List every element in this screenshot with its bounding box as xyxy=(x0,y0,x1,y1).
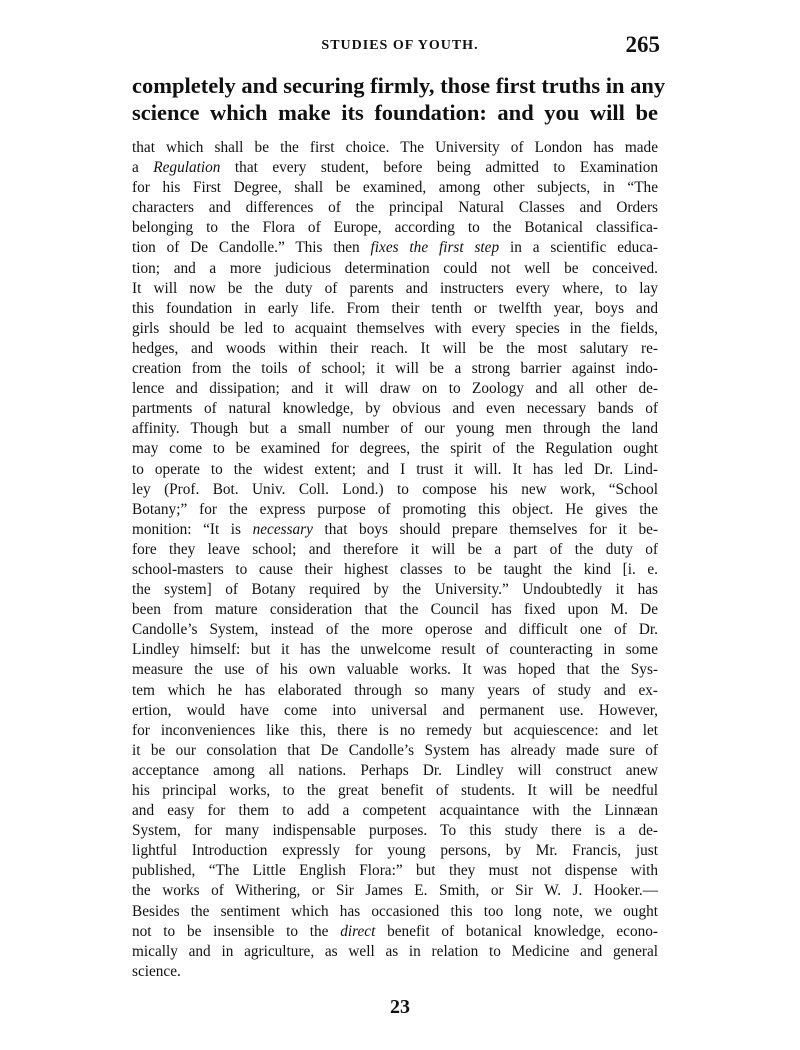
footnote-line: characters and differences of the principal Natural Classes and Orders xyxy=(132,199,658,217)
footnote-line: Besides the sentiment which has occasioned this too long note, we ought xyxy=(132,902,658,920)
footnote-line: System, for many indispensable purposes. To this study there is a de- xyxy=(132,822,658,840)
footnote-line: creation from the toils of school; it will be a strong barrier against indo- xyxy=(132,360,658,378)
footnote-line: monition: “It is necessary that boys should prepare themselves for it be- xyxy=(132,520,658,538)
footnote-line: mically and in agriculture, as well as in relation to Medicine and general xyxy=(132,942,658,960)
footnote-line: belonging to the Flora of Europe, according to the Botanical classifica- xyxy=(132,219,658,237)
footnote-line: the works of Withering, or Sir James E. Smith, or Sir W. J. Hooker.— xyxy=(132,882,658,900)
page-number: 265 xyxy=(625,32,660,57)
footnote-line: tion of De Candolle.” This then fixes the first step in a scientific educa- xyxy=(132,239,658,257)
running-head xyxy=(0,32,800,62)
footnote-line: measure the use of his own valuable works. It was hoped that the Sys- xyxy=(132,661,658,679)
footnote-line: Candolle’s System, instead of the more operose and difficult one of Dr. xyxy=(132,621,658,639)
footnote-line: fore they leave school; and therefore it will be a part of the duty of xyxy=(132,540,658,558)
footnote-line: may come to be examined for degrees, the spirit of the Regulation ought xyxy=(132,440,658,458)
footnote-line: lightful Introduction expressly for young persons, by Mr. Francis, just xyxy=(132,842,658,860)
body-text-line: completely and securing firmly, those first truths in any xyxy=(132,73,666,98)
footnote-line: tem which he has elaborated through so many years of study and ex- xyxy=(132,681,658,699)
footnote-line: Lindley himself: but it has the unwelcome result of counteracting in some xyxy=(132,641,658,659)
footnote-line: partments of natural knowledge, by obvious and even necessary bands of xyxy=(132,400,658,418)
footnote-line: published, “The Little English Flora:” but they must not dispense with xyxy=(132,862,658,880)
footnote-text xyxy=(132,138,658,982)
footnote-line: his principal works, to the great benefit of students. It will be needful xyxy=(132,782,658,799)
body-text-line: science which make its foundation: and you will be xyxy=(132,100,658,125)
footnote-line: to operate to the widest extent; and I trust it will. It has led Dr. Lind- xyxy=(132,460,658,478)
footnote-line: the system] of Botany required by the University.” Undoubtedly it has xyxy=(132,581,658,599)
footnote-line: hedges, and woods within their reach. It will be the most salutary re- xyxy=(132,339,658,357)
italic-phrase: fixes the first step xyxy=(370,239,500,257)
footnote-line: affinity. Though but a small number of our young men through the land xyxy=(132,420,658,438)
footnote-line: been from mature consideration that the Council has fixed upon M. De xyxy=(132,601,658,619)
footnote-line: school-masters to cause their highest classes to be taught the kind [i. e. xyxy=(132,560,658,578)
footnote-line: for his First Degree, shall be examined, among other subjects, in “The xyxy=(132,179,658,197)
footnote-line: that which shall be the first choice. The University of London has made xyxy=(132,139,658,156)
running-title: STUDIES OF YOUTH. xyxy=(321,38,479,53)
footnote-line: acceptance among all nations. Perhaps Dr. Lindley will construct anew xyxy=(132,761,658,779)
footnote-line: a Regulation that every student, before being admitted to Examination xyxy=(132,159,658,177)
body-text-continuation xyxy=(132,72,666,126)
signature-mark: 23 xyxy=(390,996,410,1018)
footnote-line: girls should be led to acquaint themselves with every species in the fields, xyxy=(132,319,658,337)
footnote-line: it be our consolation that De Candolle’s System has already made sure of xyxy=(132,741,658,759)
footnote-line: science. xyxy=(132,962,181,980)
footnote-line: Botany;” for the express purpose of promoting this object. He gives the xyxy=(132,500,658,518)
footnote-line: It will now be the duty of parents and instructers every where, to lay xyxy=(132,279,658,297)
footnote-line: ley (Prof. Bot. Univ. Coll. Lond.) to compose his new work, “School xyxy=(132,480,658,498)
italic-phrase: necessary xyxy=(252,520,313,538)
footnote-line: tion; and a more judicious determination could not well be conceived. xyxy=(132,259,658,277)
italic-phrase: Regulation xyxy=(153,159,221,177)
footnote-line: ertion, would have come into universal and permanent use. However, xyxy=(132,701,658,719)
footnote-line: lence and dissipation; and it will draw on to Zoology and all other de- xyxy=(132,380,658,398)
footnote-line: for inconveniences like this, there is no remedy but acquiescence: and let xyxy=(132,721,658,739)
footnote-line: and easy for them to add a competent acquaintance with the Linnæan xyxy=(132,802,658,820)
italic-phrase: direct xyxy=(340,922,376,940)
footnote-line: not to be insensible to the direct benefit of botanical knowledge, econo- xyxy=(132,922,658,940)
footnote-line: this foundation in early life. From their tenth or twelfth year, boys and xyxy=(132,299,658,317)
